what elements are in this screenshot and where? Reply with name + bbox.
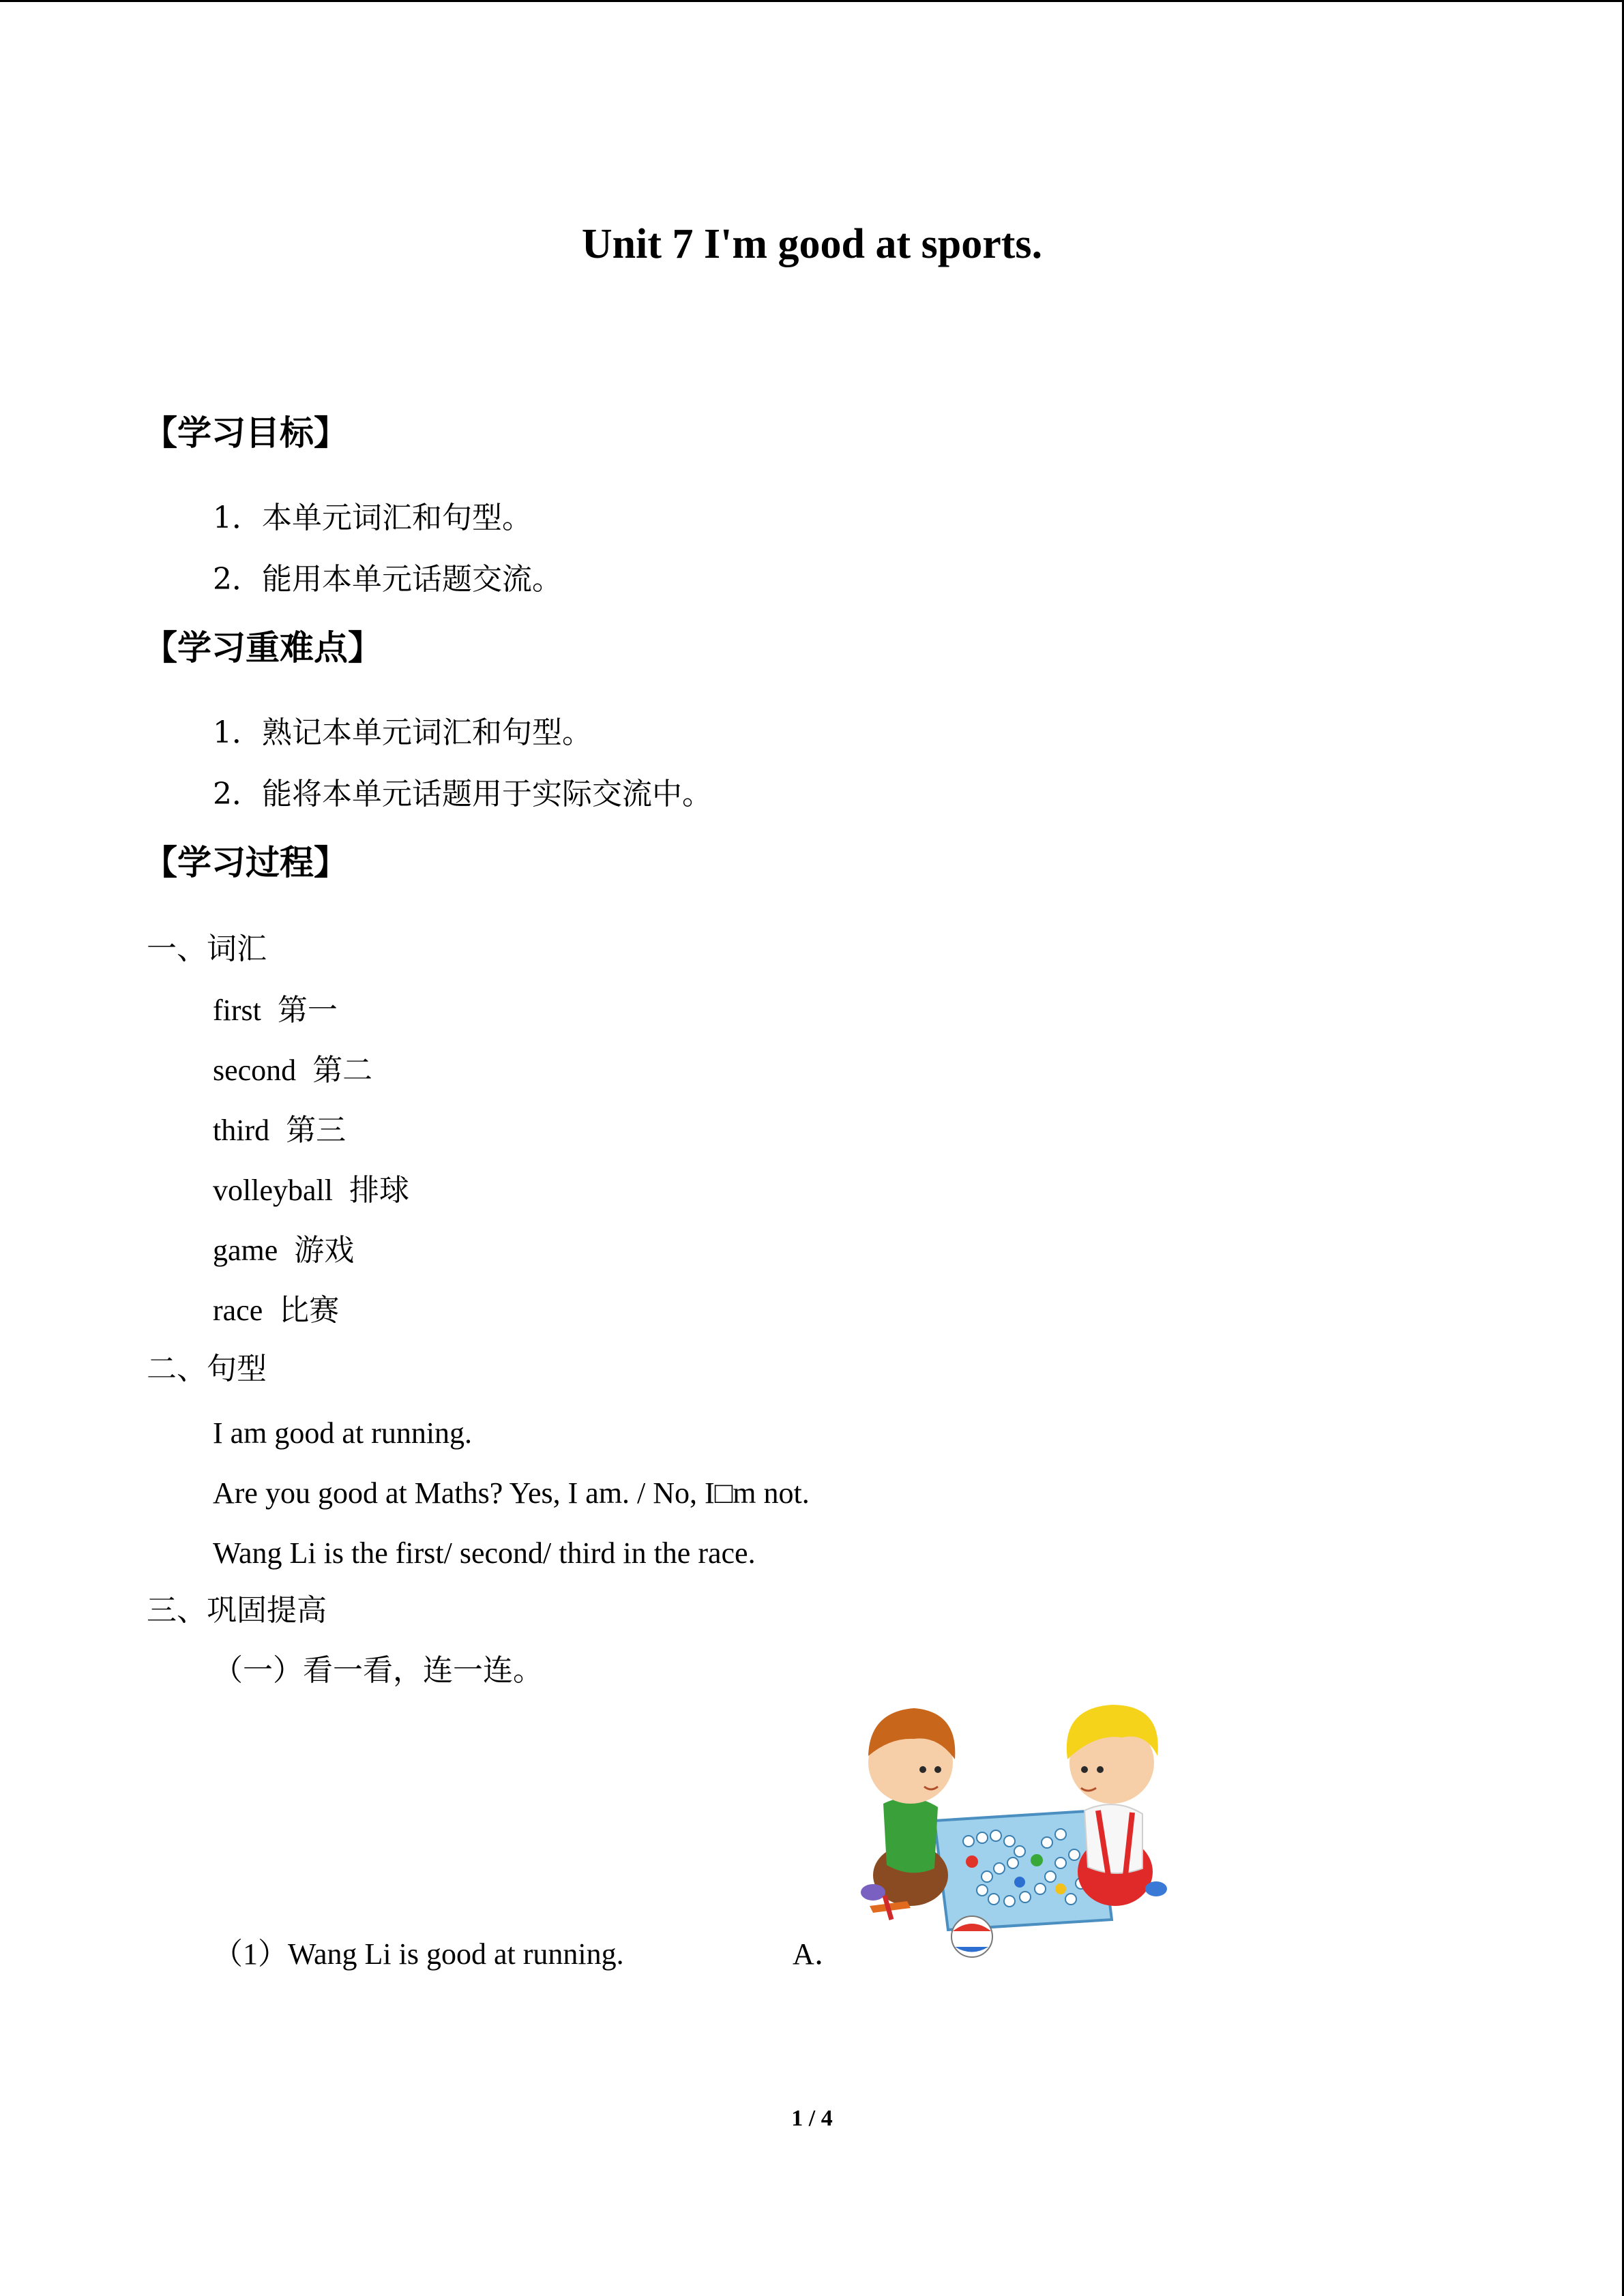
children-board-game-illustration bbox=[842, 1684, 1177, 1971]
vocab-word: third bbox=[213, 1114, 270, 1147]
vocab-row bbox=[213, 1170, 409, 1211]
vocab-meaning: 第三 bbox=[286, 1113, 346, 1148]
vocab-row bbox=[213, 1050, 372, 1091]
question-1: （1）Wang Li is good at running. bbox=[213, 1937, 624, 1971]
vocab-meaning: 比赛 bbox=[279, 1293, 340, 1328]
practice-sub-heading: （一）看一看，连一连。 bbox=[213, 1653, 543, 1688]
document-title: Unit 7 I'm good at sports. bbox=[581, 221, 1043, 267]
sentence-pattern-1: I am good at running. bbox=[213, 1416, 473, 1450]
key-point-item-1: 1．熟记本单元词汇和句型。 bbox=[213, 715, 592, 750]
page-number: 1 / 4 bbox=[791, 2106, 833, 2131]
process-heading: 【学习过程】 bbox=[143, 842, 348, 882]
vocab-meaning: 第二 bbox=[312, 1053, 373, 1088]
vocab-word: race bbox=[213, 1294, 263, 1327]
sentences-heading: 二、句型 bbox=[147, 1352, 267, 1386]
vocab-word: second bbox=[213, 1054, 297, 1087]
objective-item-1: 1．本单元词汇和句型。 bbox=[213, 501, 532, 535]
page-top-border bbox=[0, 0, 1624, 2]
vocab-word: first bbox=[213, 994, 261, 1027]
objective-item-2: 2．能用本单元话题交流。 bbox=[213, 562, 562, 597]
vocab-meaning: 第一 bbox=[277, 993, 338, 1028]
vocab-row bbox=[213, 990, 338, 1031]
vocab-row bbox=[213, 1230, 354, 1271]
vocab-row bbox=[213, 1290, 339, 1331]
option-a-label: A． bbox=[793, 1937, 844, 1971]
vocab-meaning: 排球 bbox=[349, 1173, 409, 1208]
key-point-item-2: 2．能将本单元话题用于实际交流中。 bbox=[213, 777, 712, 811]
vocab-word: game bbox=[213, 1234, 278, 1267]
vocab-meaning: 游戏 bbox=[294, 1233, 355, 1268]
practice-heading: 三、巩固提高 bbox=[147, 1593, 327, 1628]
key-points-heading: 【学习重难点】 bbox=[143, 627, 382, 668]
sentence-pattern-3: Wang Li is the first/ second/ third in the race. bbox=[213, 1536, 756, 1570]
vocab-row bbox=[213, 1110, 346, 1151]
vocab-word: volleyball bbox=[213, 1174, 333, 1207]
sentence-pattern-2: Are you good at Maths? Yes, I am. / No, I□m not. bbox=[213, 1476, 810, 1510]
objectives-heading: 【学习目标】 bbox=[143, 413, 348, 453]
vocabulary-heading: 一、词汇 bbox=[147, 931, 267, 966]
